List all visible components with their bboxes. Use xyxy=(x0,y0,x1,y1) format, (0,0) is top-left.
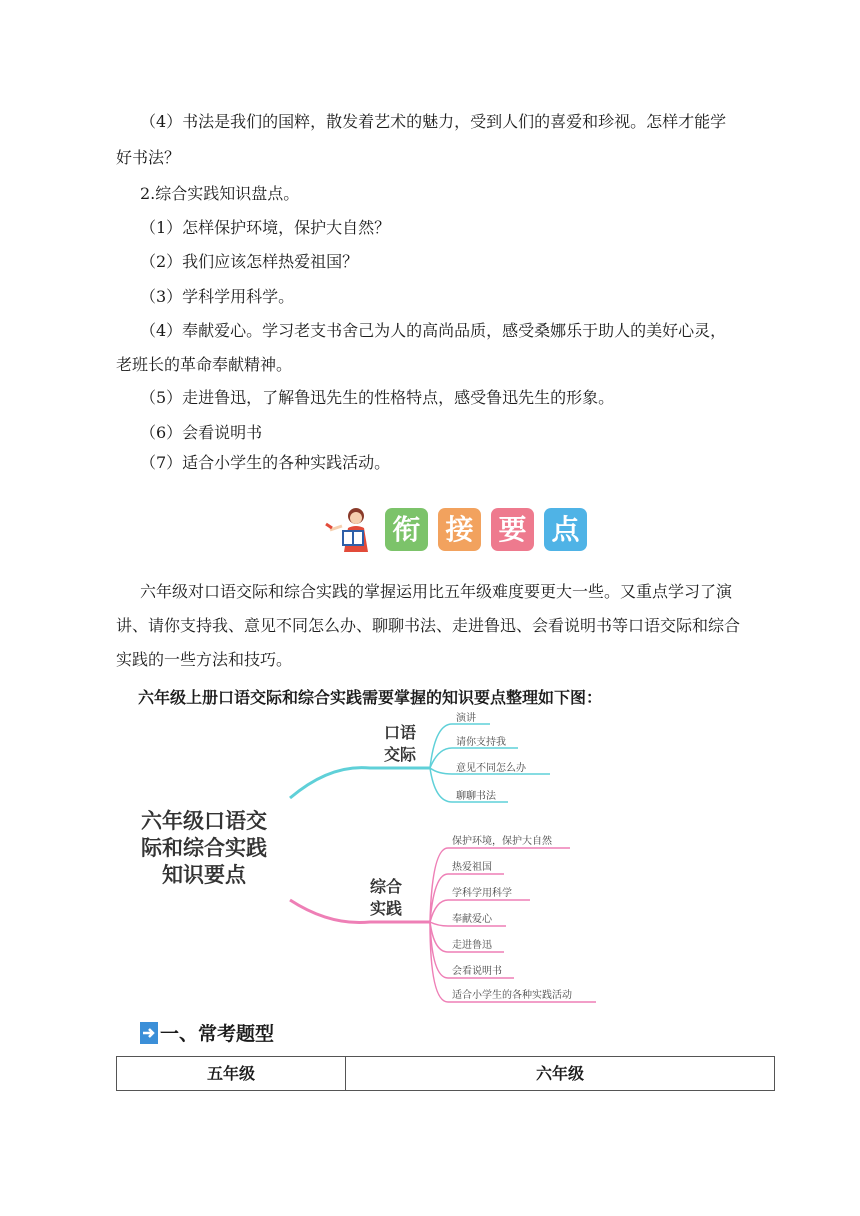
mindmap-caption: 六年级上册口语交际和综合实践需要掌握的知识要点整理如下图： xyxy=(138,688,603,707)
table-header-cell: 五年级 xyxy=(117,1057,346,1090)
mindmap-branch-label: 交际 xyxy=(384,745,417,764)
banner-tile: 接 xyxy=(438,508,481,551)
mindmap-leaf: 适合小学生的各种实践活动 xyxy=(452,990,572,1001)
mindmap-leaf: 保护环境，保护大自然 xyxy=(452,836,552,847)
mindmap-leaf: 热爱祖国 xyxy=(452,862,492,873)
table-header-cell: 六年级 xyxy=(535,1064,584,1083)
banner-tile: 要 xyxy=(491,508,534,551)
paragraph-line: 2.综合实践知识盘点。 xyxy=(140,184,300,203)
section-banner xyxy=(322,506,592,554)
intro-line: 六年级对口语交际和综合实践的掌握运用比五年级难度要更大一些。又重点学习了演 xyxy=(140,582,733,601)
mindmap-root-line: 际和综合实践 xyxy=(141,836,267,860)
intro-line: 讲、请你支持我、意见不同怎么办、聊聊书法、走进鲁迅、会看说明书等口语交际和综合 xyxy=(116,616,741,635)
mindmap-branch-label: 口语 xyxy=(384,723,417,742)
mindmap-leaf: 聊聊书法 xyxy=(456,791,496,802)
paragraph-line: （1）怎样保护环境，保护大自然？ xyxy=(140,218,391,237)
mindmap-diagram xyxy=(130,708,610,1008)
paragraph-line: （7）适合小学生的各种实践活动。 xyxy=(140,453,391,472)
comparison-table xyxy=(116,1056,775,1091)
arrow-icon xyxy=(140,1022,158,1044)
banner-tile: 点 xyxy=(544,508,587,551)
paragraph-line: 老班长的革命奉献精神。 xyxy=(116,355,293,374)
intro-line: 实践的一些方法和技巧。 xyxy=(116,650,293,669)
mindmap-leaf: 会看说明书 xyxy=(452,966,502,977)
paragraph-line: （3）学科学用科学。 xyxy=(140,287,295,306)
mindmap-leaf: 走进鲁迅 xyxy=(452,940,492,951)
mindmap-branch-label: 实践 xyxy=(370,899,403,918)
section-title: 一、常考题型 xyxy=(160,1023,275,1045)
banner-tile: 衔 xyxy=(385,508,428,551)
paragraph-line: 好书法？ xyxy=(116,148,181,167)
paragraph-line: （5）走进鲁迅，了解鲁迅先生的性格特点，感受鲁迅先生的形象。 xyxy=(140,388,615,407)
paragraph-line: （4）奉献爱心。学习老支书舍己为人的高尚品质，感受桑娜乐于助人的美好心灵， xyxy=(140,321,727,340)
mindmap-root-line: 知识要点 xyxy=(162,863,246,887)
mindmap-branch-label: 综合 xyxy=(370,877,403,896)
mindmap-leaf: 演讲 xyxy=(456,713,476,724)
mindmap-root-line: 六年级口语交 xyxy=(141,809,267,833)
teacher-reading-icon xyxy=(322,506,382,554)
mindmap-leaf: 奉献爱心 xyxy=(452,914,492,925)
paragraph-line: （2）我们应该怎样热爱祖国？ xyxy=(140,252,359,271)
paragraph-line: （6）会看说明书 xyxy=(140,423,263,442)
mindmap-leaf: 学科学用科学 xyxy=(452,888,512,899)
paragraph-line: （4）书法是我们的国粹，散发着艺术的魅力，受到人们的喜爱和珍视。怎样才能学 xyxy=(140,112,727,131)
mindmap-leaf: 请你支持我 xyxy=(456,737,506,748)
mindmap-leaf: 意见不同怎么办 xyxy=(456,763,526,774)
